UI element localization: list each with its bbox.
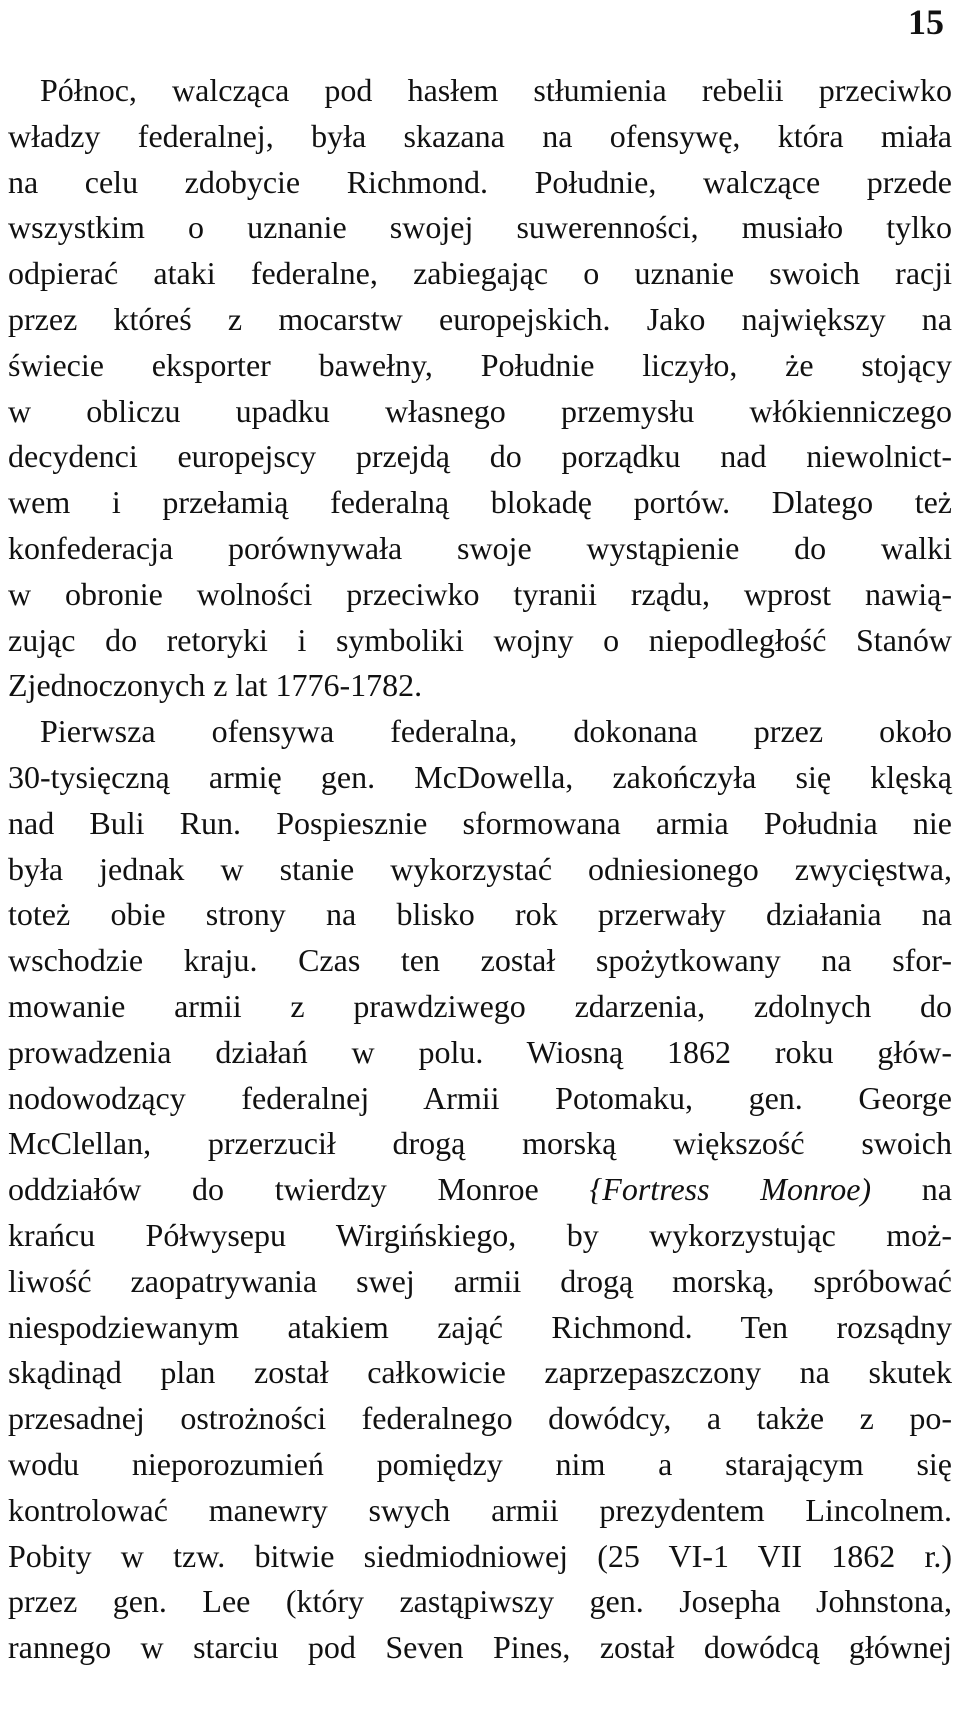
text-line: skądinąd plan został całkowicie zaprzepaszczony na skutek [8, 1354, 952, 1391]
text-line: krańcu Półwysepu Wirgińskiego, by wykorzystując moż- [8, 1216, 952, 1253]
text-line: prowadzenia działań w polu. Wiosną 1862 roku głów- [8, 1033, 952, 1070]
text-line: świecie eksporter bawełny, Południe liczyło, że stojący [8, 346, 952, 383]
text-line: w obronie wolności przeciwko tyranii rządu, wprost nawią- [8, 575, 952, 612]
text-segment: oddziałów do twierdzy Monroe [8, 1171, 590, 1208]
text-line: odpierać ataki federalne, zabiegając o uznanie swoich racji [8, 255, 952, 292]
text-line: wodu nieporozumień pomiędzy nim a starającym się [8, 1445, 952, 1482]
text-line: wschodzie kraju. Czas ten został spożytkowany na sfor- [8, 942, 952, 979]
text-line: zując do retoryki i symboliki wojny o niepodległość Stanów [8, 621, 952, 658]
text-line: przez któreś z mocarstw europejskich. Jako największy na [8, 300, 952, 337]
text-line: nad Buli Run. Pospiesznie sformowana armia Południa nie [8, 804, 952, 841]
text-line: Pierwsza ofensywa federalna, dokonana przez około [40, 713, 952, 750]
text-line: McClellan, przerzucił drogą morską większość swoich [8, 1125, 952, 1162]
text-line: decydenci europejscy przejdą do porządku nad niewolnict- [8, 438, 952, 475]
text-line: Pobity w tzw. bitwie siedmiodniowej (25 VI-1 VII 1862 r.) [8, 1537, 952, 1574]
text-line: mowanie armii z prawdziwego zdarzenia, zdolnych do [8, 987, 952, 1024]
text-line: 30-tysięczną armię gen. McDowella, zakończyła się klęską [8, 758, 952, 795]
text-line: władzy federalnej, była skazana na ofensywę, która miała [8, 117, 952, 154]
paragraph-1 [8, 68, 952, 709]
text-line: Zjednoczonych z lat 1776-1782. [8, 667, 423, 704]
paragraph-2 [8, 709, 952, 1671]
text-line: na celu zdobycie Richmond. Południe, walczące przede [8, 163, 952, 200]
text-segment: na [871, 1171, 953, 1208]
text-line: wszystkim o uznanie swojej suwerenności, musiało tylko [8, 209, 952, 246]
text-line-with-italic [8, 1167, 952, 1213]
text-line: w obliczu upadku własnego przemysłu włókienniczego [8, 392, 952, 429]
text-line: nodowodzący federalnej Armii Potomaku, gen. George [8, 1079, 952, 1116]
text-line: przez gen. Lee (który zastąpiwszy gen. Josepha Johnstona, [8, 1583, 952, 1620]
text-line: wem i przełamią federalną blokadę portów. Dlatego też [8, 484, 952, 521]
body-text [8, 68, 952, 1671]
text-line: toteż obie strony na blisko rok przerwały działania na [8, 896, 952, 933]
text-line: kontrolować manewry swych armii prezydentem Lincolnem. [8, 1491, 952, 1528]
text-line: rannego w starciu pod Seven Pines, został dowódcą głównej [8, 1629, 952, 1666]
text-line: konfederacja porównywała swoje wystąpienie do walki [8, 529, 952, 566]
text-line: Północ, walcząca pod hasłem stłumienia rebelii przeciwko [40, 72, 952, 108]
text-line: była jednak w stanie wykorzystać odniesionego zwycięstwa, [8, 850, 952, 887]
text-line: liwość zaopatrywania swej armii drogą morską, spróbować [8, 1262, 952, 1299]
text-line: przesadnej ostrożności federalnego dowódcy, a także z po- [8, 1400, 952, 1437]
page-number: 15 [908, 2, 944, 42]
italic-text-segment: {Fortress Monroe) [589, 1171, 872, 1208]
text-line: niespodziewanym atakiem zająć Richmond. Ten rozsądny [8, 1308, 952, 1345]
